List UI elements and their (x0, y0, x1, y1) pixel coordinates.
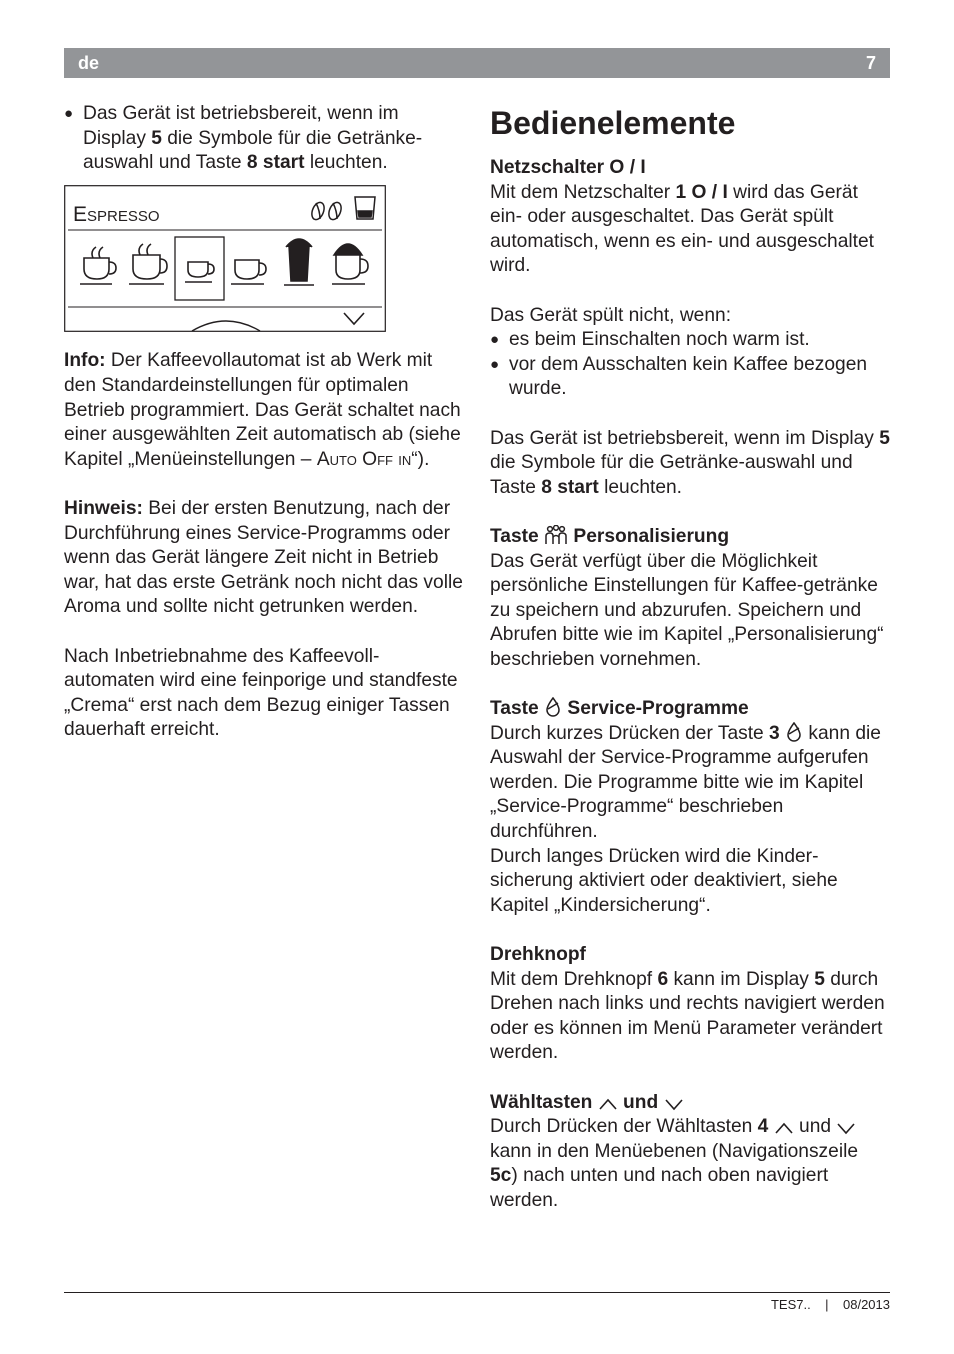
service-text: Durch kurzes Drücken der Taste 3 kann die Auswahl der Service-Programme aufgerufen werden. Die Programme bitte wie im Kapitel „Service-Programme“ beschrieben durchführen. (490, 722, 881, 843)
text-run: Das Gerät ist betriebsbereit, wenn im Display (83, 103, 399, 149)
ready-paragraph (490, 427, 890, 501)
bold-reference: 5 (151, 127, 162, 149)
bold-reference: 6 (657, 968, 669, 990)
bold-reference: 8 start (541, 476, 599, 498)
text-run: Mit dem Drehknopf (490, 968, 658, 990)
page-number: 7 (865, 53, 876, 73)
waehltasten-heading: Wähltasten und (490, 1091, 890, 1116)
personalization-icon (544, 525, 568, 545)
service-text-long-press: Durch langes Drücken wird die Kinder-sicherung aktiviert oder deaktiviert, siehe Kapitel „Kindersicherung“. (490, 845, 838, 916)
bold-reference: 8 start (246, 152, 305, 174)
display-illustration (64, 185, 386, 332)
bold-reference: 5 (879, 427, 890, 449)
text-run: die Symbole für die Getränke-auswahl und Taste (490, 452, 853, 498)
no-rinse-intro: Das Gerät spült nicht, wenn: (490, 304, 732, 326)
page-header-bar (64, 48, 890, 78)
bold-reference: 5 (814, 968, 825, 990)
chevron-up-icon (598, 1097, 618, 1111)
footer (771, 1297, 890, 1312)
info-paragraph: Info: Der Kaffeevollautomat ist ab Werk mit den Standardeinstellungen für optimalen Betrieb programmiert. Das Gerät schaltet nach einer ausgewählten Zeit automatisch ab (siehe Kapitel „Menüeinstellungen – Auto Off in“). (64, 350, 461, 470)
waehltasten-text: Durch Drücken der Wähltasten 4 und kann in den Menüebenen (Navigationszeile 5c) nach unten und nach oben navigiert werden. (490, 1116, 859, 1211)
text-run: leuchten. (598, 476, 683, 498)
language-code: de (78, 53, 100, 73)
left-column (64, 102, 464, 743)
right-column (490, 102, 890, 1214)
personalisierung-text: Das Gerät verfügt über die Möglichkeit persönliche Einstellungen für Kaffee-getränke zu speichern und abzurufen. Speichern und Abrufen bitte wie im Kapitel „Personalisierung“ beschrieben vornehmen. (490, 550, 884, 670)
text-run: die Symbole für die Getränke-auswahl und Taste (83, 127, 423, 174)
service-heading: Taste Service-Programme (490, 698, 749, 720)
edition-date: 08/2013 (843, 1297, 890, 1312)
text-run: durch Drehen nach links und rechts navigiert werden oder es können im Menü Parameter verändert werden. (490, 968, 885, 1064)
service-drop-icon (785, 722, 803, 742)
display-label: Espresso (73, 202, 160, 226)
chevron-down-icon (664, 1097, 684, 1111)
model-number: TES7.. (770, 1297, 811, 1312)
chevron-up-icon (774, 1121, 794, 1135)
text-run: Das Gerät ist betriebsbereit, wenn im Display (490, 427, 880, 449)
text-run: leuchten. (304, 152, 388, 174)
section-title: Bedienelemente (490, 105, 736, 141)
personalisierung-heading: Taste Personalisierung (490, 525, 730, 547)
no-rinse-item: ● es beim Einschalten noch warm ist. (490, 328, 890, 353)
drehknopf-text (490, 968, 890, 1066)
netzschalter-text: Mit dem Netzschalter 1 O / I wird das Gerät ein- oder ausgeschaltet. Das Gerät spült automatisch, wenn es ein- und ausgeschaltet wird. (490, 181, 874, 277)
netzschalter-heading: Netzschalter O / I (490, 157, 646, 178)
footer-rule (64, 1292, 890, 1293)
ready-bullet (64, 102, 464, 176)
text-run: kann im Display (668, 968, 815, 990)
no-rinse-item: ● vor dem Ausschalten kein Kaffee bezogen wurde. (490, 353, 890, 402)
chevron-down-icon (836, 1121, 856, 1135)
footer-separator: | (825, 1297, 829, 1312)
service-drop-icon (544, 697, 562, 717)
drehknopf-heading: Drehknopf (490, 944, 586, 965)
crema-paragraph: Nach Inbetriebnahme des Kaffeevoll-automaten wird eine feinporige und standfeste „Crema“ erst nach dem Bezug einiger Tassen dauerhaft erreicht. (64, 645, 458, 741)
hinweis-paragraph: Hinweis: Bei der ersten Benutzung, nach der Durchführung eines Service-Programms oder wenn das Gerät längere Zeit nicht in Betrieb war, hat das erste Getränk noch nicht das volle Aroma und sollte nicht getrunken werden. (64, 497, 463, 618)
